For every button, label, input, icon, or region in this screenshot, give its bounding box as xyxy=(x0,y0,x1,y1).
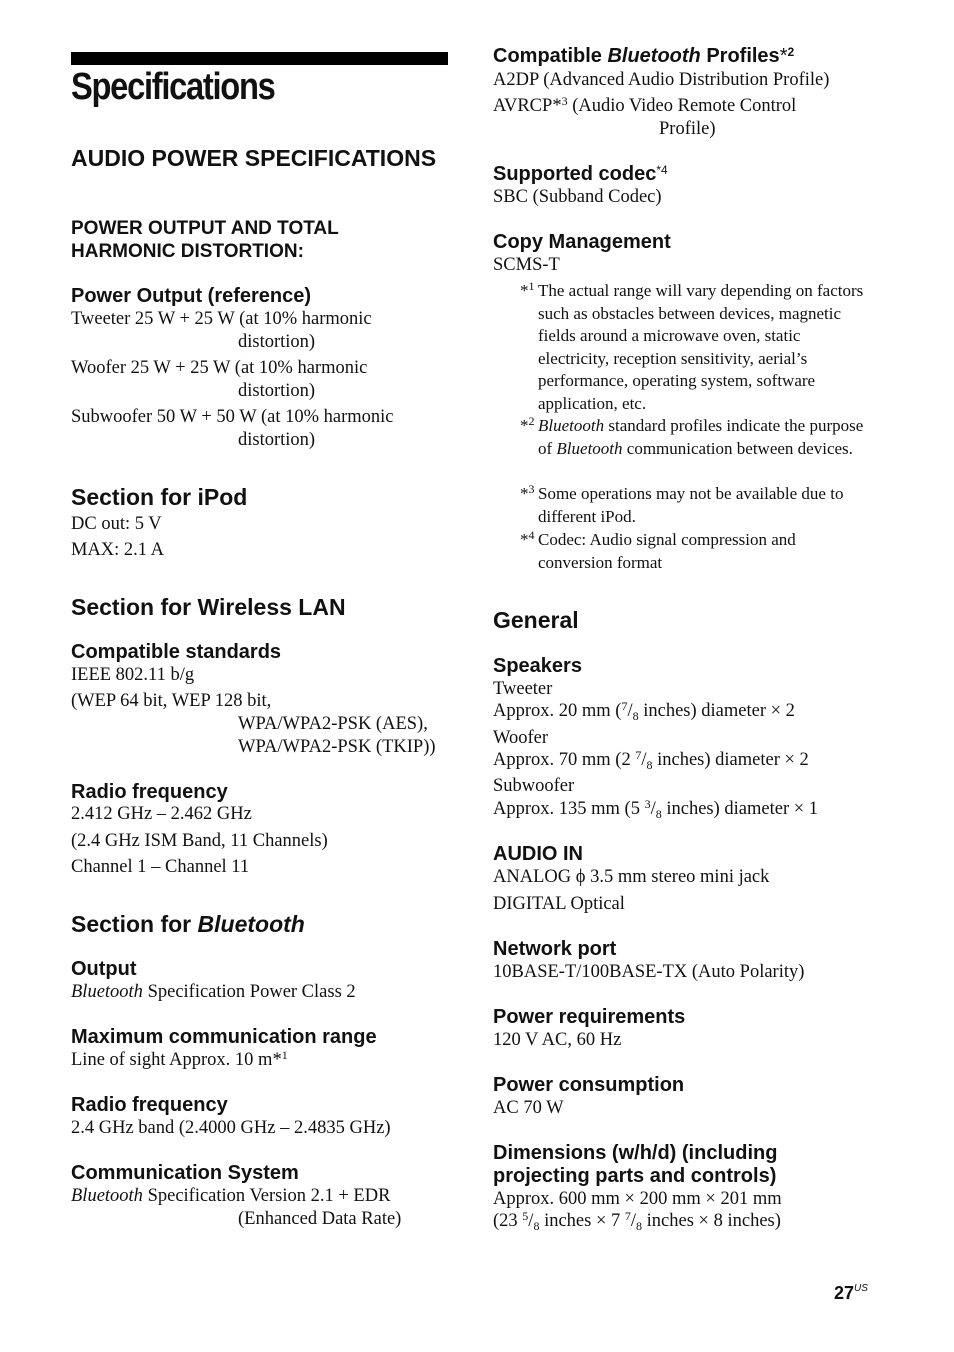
power-output-label: Power Output (reference) xyxy=(71,285,312,307)
wlan-wep: (WEP 64 bit, WEP 128 bit, xyxy=(71,691,272,711)
dimensions-label-line1: Dimensions (w/h/d) (including xyxy=(493,1142,778,1164)
profile-avrcp: AVRCP*$^3$ (Audio Video Remote Control xyxy=(493,94,797,116)
ipod-dc-out: DC out: 5 V xyxy=(71,514,162,534)
audio-power-heading: AUDIO POWER SPECIFICATIONS xyxy=(71,145,437,171)
copy-mgmt-label: Copy Management xyxy=(493,231,671,253)
wlan-standards-value: IEEE 802.11 b/g xyxy=(71,665,195,685)
bt-comm-value: Bluetooth Specification Version 2.1 + EDR xyxy=(71,1186,391,1206)
codec-label: Supported codec$^{*4}$ xyxy=(493,163,668,185)
woofer-power-line2: distortion) xyxy=(238,381,316,401)
bt-comm-value2: (Enhanced Data Rate) xyxy=(238,1209,402,1229)
speaker-tweeter: Tweeter xyxy=(493,679,553,699)
page-title: Specifications xyxy=(71,66,275,108)
wlan-wpa-aes: WPA/WPA2-PSK (AES), xyxy=(238,714,428,734)
wlan-radio-range: 2.412 GHz – 2.462 GHz xyxy=(71,804,252,824)
footnote-1: *$^1$ The actual range will vary depending on factors such as obstacles between devices, magnetic fields around a microwave oven, static electricity, reception sensitivity, aerial’s performance, operating system, software application, etc. xyxy=(520,279,864,413)
speaker-subwoofer-size: Approx. 135 mm (5 $^3/_8$ inches) diameter × 1 xyxy=(493,797,819,821)
bt-radio-label: Radio frequency xyxy=(71,1094,228,1116)
audio-in-analog: ANALOG ϕ 3.5 mm stereo mini jack xyxy=(493,867,770,887)
dimensions-inches: (23 $^5/_8$ inches × 7 $^7/_8$ inches × 8 inches) xyxy=(493,1209,781,1233)
speaker-subwoofer: Subwoofer xyxy=(493,776,575,796)
wlan-radio-band: (2.4 GHz ISM Band, 11 Channels) xyxy=(71,831,328,851)
power-output-thd-heading: POWER OUTPUT AND TOTAL HARMONIC DISTORTION: xyxy=(71,218,339,262)
general-heading: General xyxy=(493,607,579,633)
footnote-3: *$^3$ Some operations may not be available due to different iPod. xyxy=(520,482,844,526)
ipod-section-heading: Section for iPod xyxy=(71,484,248,510)
bt-profiles-label: Compatible Bluetooth Profiles*$^2$ xyxy=(493,45,795,67)
title-rule xyxy=(71,52,448,65)
bt-radio-value: 2.4 GHz band (2.4000 GHz – 2.4835 GHz) xyxy=(71,1118,391,1138)
wlan-radio-channels: Channel 1 – Channel 11 xyxy=(71,857,250,877)
power-req-value: 120 V AC, 60 Hz xyxy=(493,1030,622,1050)
bluetooth-section-heading: Section for Bluetooth xyxy=(71,911,305,937)
speaker-woofer-size: Approx. 70 mm (2 $^7/_8$ inches) diameter × 2 xyxy=(493,748,809,772)
bt-output-value: Bluetooth Specification Power Class 2 xyxy=(71,982,356,1002)
subwoofer-power-line1: Subwoofer 50 W + 50 W (at 10% harmonic xyxy=(71,407,394,427)
dimensions-label-line2: projecting parts and controls) xyxy=(493,1165,777,1187)
audio-in-digital: DIGITAL Optical xyxy=(493,894,625,914)
wlan-wpa-tkip: WPA/WPA2-PSK (TKIP)) xyxy=(238,737,436,757)
page-number: $27^{US}$ xyxy=(834,1283,868,1303)
speaker-tweeter-size: Approx. 20 mm ($^7/_8$ inches) diameter × 2 xyxy=(493,699,795,723)
copy-mgmt-value: SCMS-T xyxy=(493,255,560,275)
dimensions-value: Approx. 600 mm × 200 mm × 201 mm xyxy=(493,1189,782,1209)
power-req-label: Power requirements xyxy=(493,1006,686,1028)
wlan-radio-label: Radio frequency xyxy=(71,781,228,803)
bt-range-value: Line of sight Approx. 10 m*$^1$ xyxy=(71,1048,288,1070)
wlan-standards-label: Compatible standards xyxy=(71,641,282,663)
subwoofer-power-line2: distortion) xyxy=(238,430,316,450)
network-port-value: 10BASE-T/100BASE-TX (Auto Polarity) xyxy=(493,962,805,982)
profile-avrcp-line2: Profile) xyxy=(659,119,716,139)
codec-value: SBC (Subband Codec) xyxy=(493,187,662,207)
audio-in-label: AUDIO IN xyxy=(493,843,583,865)
speaker-woofer: Woofer xyxy=(493,728,549,748)
power-cons-value: AC 70 W xyxy=(493,1098,564,1118)
bt-comm-label: Communication System xyxy=(71,1162,299,1184)
network-port-label: Network port xyxy=(493,938,617,960)
bt-output-label: Output xyxy=(71,958,137,980)
tweeter-power-line2: distortion) xyxy=(238,332,316,352)
power-cons-label: Power consumption xyxy=(493,1074,685,1096)
tweeter-power-line1: Tweeter 25 W + 25 W (at 10% harmonic xyxy=(71,309,372,329)
footnote-2: *$^2$ Bluetooth standard profiles indicate the purpose of Bluetooth communication between devices. xyxy=(520,414,864,458)
footnote-4: *$^4$ Codec: Audio signal compression and conversion format xyxy=(520,528,796,572)
ipod-max-current: MAX: 2.1 A xyxy=(71,540,165,560)
bt-range-label: Maximum communication range xyxy=(71,1026,377,1048)
woofer-power-line1: Woofer 25 W + 25 W (at 10% harmonic xyxy=(71,358,368,378)
wlan-section-heading: Section for Wireless LAN xyxy=(71,594,346,620)
profile-a2dp: A2DP (Advanced Audio Distribution Profile) xyxy=(493,70,830,90)
speakers-label: Speakers xyxy=(493,655,582,677)
